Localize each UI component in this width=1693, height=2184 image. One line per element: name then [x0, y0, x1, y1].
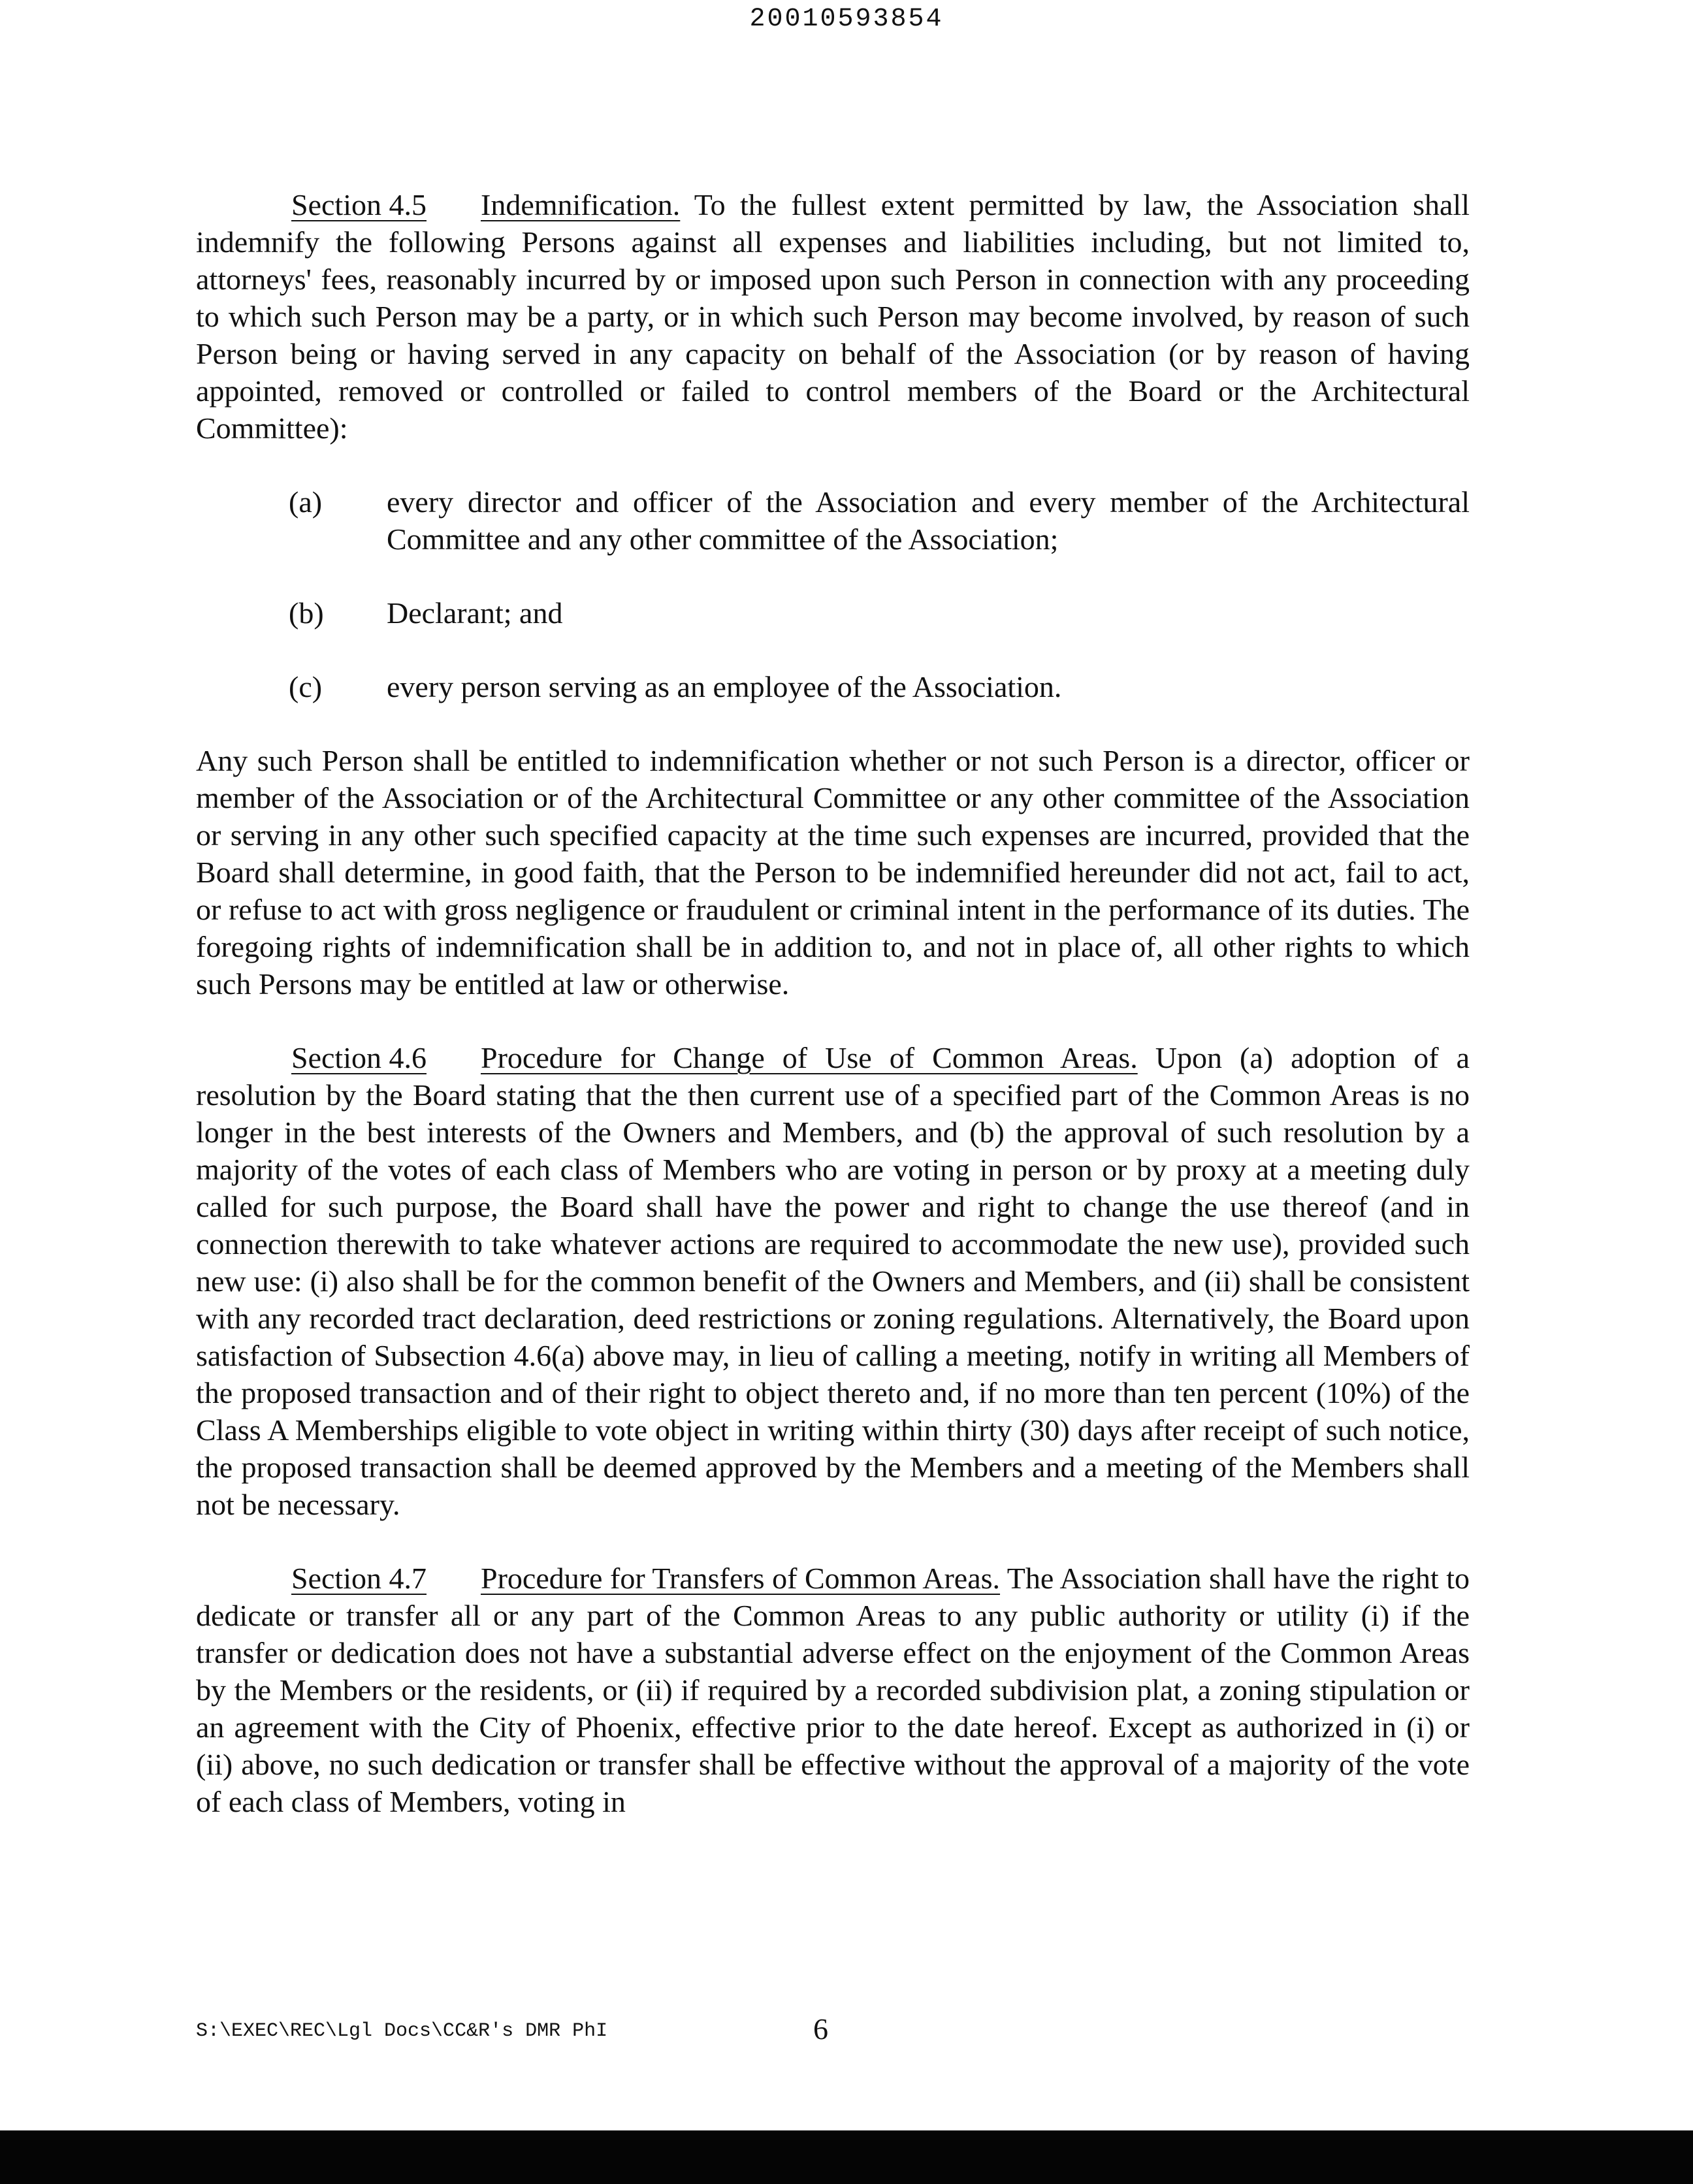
section-number: Section 4.6: [291, 1041, 427, 1074]
document-id: 20010593854: [749, 5, 944, 34]
page-number: 6: [813, 2012, 828, 2046]
list-item-label: (b): [289, 596, 324, 630]
section-title: Procedure for Transfers of Common Areas.: [481, 1562, 1001, 1595]
document-body: [196, 186, 1470, 1857]
list-item: [196, 594, 1470, 632]
section-title: Indemnification.: [481, 188, 681, 221]
section-body: To the fullest extent permitted by law, the Association shall indemnify the following Persons against all expenses and liabilities including, but not limited to, attorneys' fees, reasonably incurred by or imposed upon such Person in connection with any proceeding to which such Person may be a party, or in which such Person may become involved, by reason of such Person being or having served in any capacity on behalf of the Association (or by reason of having appointed, removed or controlled or failed to control members of the Board or the Architectural Committee):: [196, 188, 1470, 445]
list-item-text: every director and officer of the Association and every member of the Architectural Committee and any other committee of the Association;: [387, 485, 1470, 556]
list-item-label: (c): [289, 670, 323, 703]
section-4-6-paragraph: [196, 1039, 1470, 1523]
section-body: The Association shall have the right to dedicate or transfer all or any part of the Common Areas to any public authority or utility (i) if the transfer or dedication does not have a substantial adverse effect on the enjoyment of the Common Areas by the Members or the residents, or (ii) if required by a recorded subdivision plat, a zoning stipulation or an agreement with the City of Phoenix, effective prior to the date hereof. Except as authorized in (i) or (ii) above, no such dedication or transfer shall be effective without the approval of a majority of the vote of each class of Members, voting in: [196, 1562, 1470, 1818]
scan-border-bottom: [0, 2130, 1693, 2184]
footer-file-path: S:\EXEC\REC\Lgl Docs\CC&R's DMR PhI: [196, 2020, 608, 2042]
list-item-label: (a): [289, 485, 323, 519]
section-number: Section 4.7: [291, 1562, 427, 1595]
list-item: [196, 483, 1470, 558]
list-item-text: Declarant; and: [387, 596, 563, 630]
list-item-text: every person serving as an employee of the Association.: [387, 670, 1062, 703]
section-body: Upon (a) adoption of a resolution by the Board stating that the then current use of a specified part of the Common Areas is no longer in the best interests of the Owners and Members, and (b) the approval of such resolution by a majority of the votes of each class of Members who are voting in person or by proxy at a meeting duly called for such purpose, the Board shall have the power and right to change the use thereof (and in connection therewith to take whatever actions are required to accommodate the new use), provided such new use: (i) also shall be for the common benefit of the Owners and Members, and (ii) shall be consistent with any recorded tract declaration, deed restrictions or zoning regulations. Alternatively, the Board upon satisfaction of Subsection 4.6(a) above may, in lieu of calling a meeting, notify in writing all Members of the proposed transaction and of their right to object thereto and, if no more than ten percent (10%) of the Class A Memberships eligible to vote object in writing within thirty (30) days after receipt of such notice, the proposed transaction shall be deemed approved by the Members and a meeting of the Members shall not be necessary.: [196, 1041, 1470, 1521]
section-4-5-continuation: Any such Person shall be entitled to indemnification whether or not such Person is a director, officer or member of the Association or of the Architectural Committee or any other committee of the Association or serving in any other such specified capacity at the time such expenses are incurred, provided that the Board shall determine, in good faith, that the Person to be indemnified hereunder did not act, fail to act, or refuse to act with gross negligence or fraudulent or criminal intent in the performance of its duties. The foregoing rights of indemnification shall be in addition to, and not in place of, all other rights to which such Persons may be entitled at law or otherwise.: [196, 744, 1470, 1001]
section-number: Section 4.5: [291, 188, 427, 221]
indemnified-persons-list: [196, 483, 1470, 705]
section-title: Procedure for Change of Use of Common Areas.: [481, 1041, 1138, 1074]
section-4-7-paragraph: [196, 1560, 1470, 1820]
section-4-5-paragraph: [196, 186, 1470, 447]
list-item: [196, 668, 1470, 705]
